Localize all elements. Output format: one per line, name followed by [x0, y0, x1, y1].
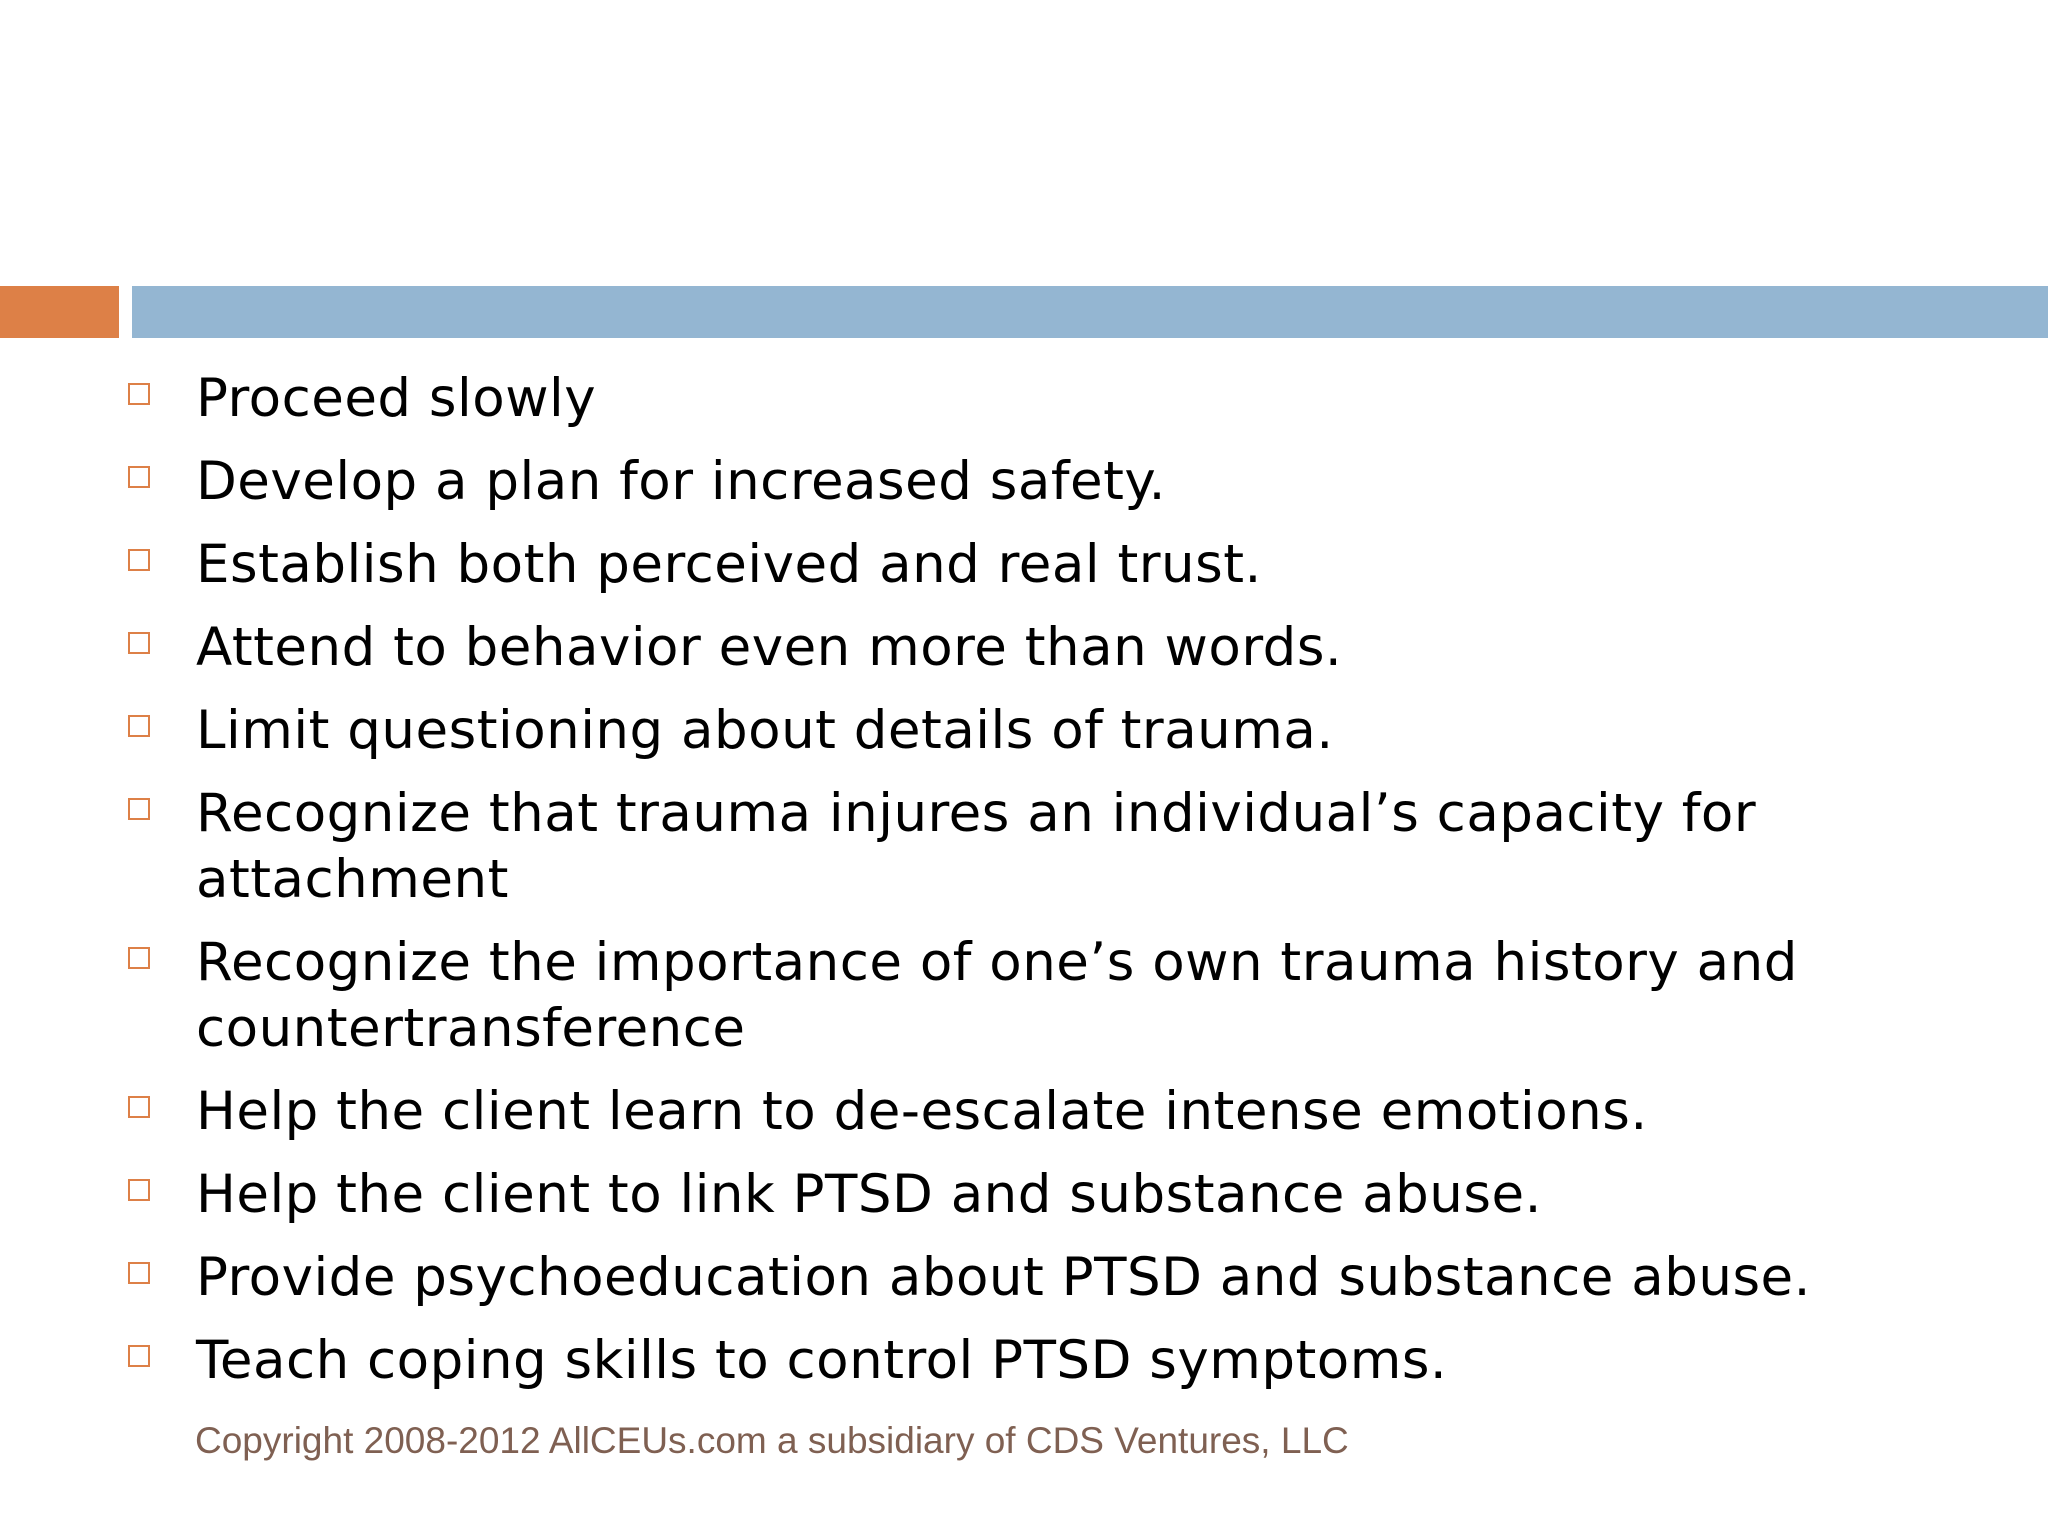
bullet-item: [126, 615, 2006, 681]
bullet-text: Provide psychoeducation about PTSD and substance abuse.: [196, 1247, 1812, 1308]
bullet-text: Recognize the importance of one’s own trauma history and countertransference: [196, 932, 1798, 1059]
bullet-item: [126, 366, 2006, 432]
bullet-item: [126, 1162, 2006, 1228]
square-bullet-icon: [128, 632, 150, 654]
square-bullet-icon: [128, 715, 150, 737]
square-bullet-icon: [128, 1096, 150, 1118]
bullet-text: Attend to behavior even more than words.: [196, 617, 1343, 678]
bullet-item: [126, 781, 2006, 913]
square-bullet-icon: [128, 383, 150, 405]
bullet-text: Limit questioning about details of trauma.: [196, 700, 1334, 761]
square-bullet-icon: [128, 1262, 150, 1284]
square-bullet-icon: [128, 798, 150, 820]
bullet-item: [126, 698, 2006, 764]
bullet-item: [126, 1328, 2006, 1394]
header-accent-bar-orange: [0, 286, 119, 338]
bullet-list: [126, 366, 2006, 1411]
bullet-item: [126, 930, 2006, 1062]
bullet-text: Establish both perceived and real trust.: [196, 534, 1262, 595]
bullet-item: [126, 1079, 2006, 1145]
copyright-footer: Copyright 2008-2012 AllCEUs.com a subsidiary of CDS Ventures, LLC: [195, 1420, 1349, 1461]
bullet-item: [126, 532, 2006, 598]
bullet-text: Help the client learn to de-escalate intense emotions.: [196, 1081, 1648, 1142]
bullet-text: Help the client to link PTSD and substance abuse.: [196, 1164, 1542, 1225]
bullet-text: Teach coping skills to control PTSD symptoms.: [196, 1330, 1448, 1391]
bullet-item: [126, 1245, 2006, 1311]
header-accent-bar-blue: [132, 286, 2048, 338]
bullet-text: Develop a plan for increased safety.: [196, 451, 1167, 512]
bullet-item: [126, 449, 2006, 515]
square-bullet-icon: [128, 1179, 150, 1201]
square-bullet-icon: [128, 947, 150, 969]
bullet-text: Recognize that trauma injures an individual’s capacity for attachment: [196, 783, 1757, 910]
square-bullet-icon: [128, 466, 150, 488]
bullet-text: Proceed slowly: [196, 368, 597, 429]
square-bullet-icon: [128, 1345, 150, 1367]
square-bullet-icon: [128, 549, 150, 571]
